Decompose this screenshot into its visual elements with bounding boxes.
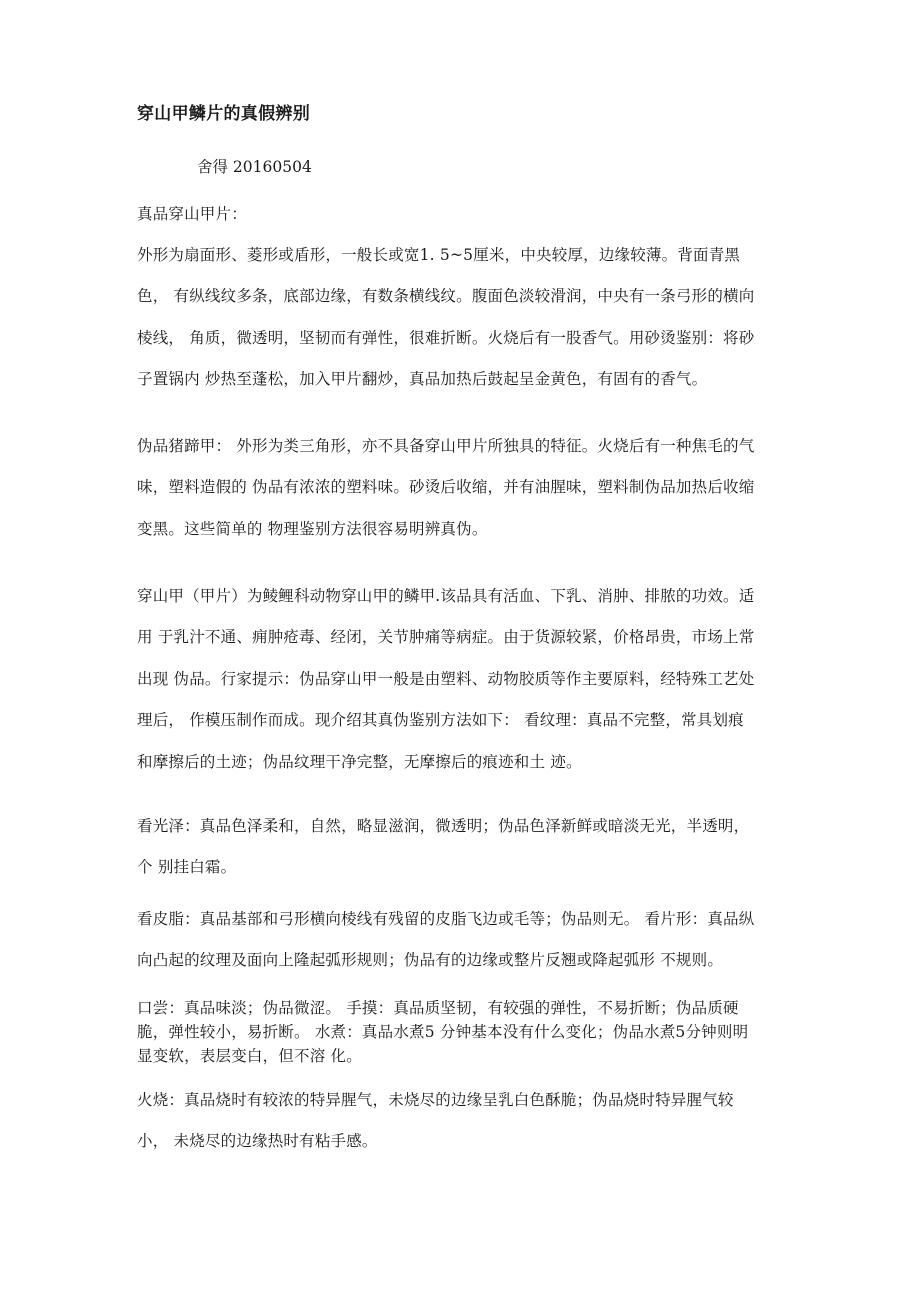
paragraph-taste-touch-boil: [137, 996, 797, 1068]
paragraph-genuine-description: [137, 235, 797, 401]
paragraph-burn: [137, 1080, 797, 1163]
text-line: 理后， 作模压制作而成。现介绍其真伪鉴别方法如下： 看纹理：真品不完整，常具划痕: [137, 711, 744, 730]
paragraph-luster: [137, 806, 797, 889]
text-line: 穿山甲（甲片）为鲮鲤科动物穿山甲的鳞甲.该品具有活血、下乳、消肿、排脓的功效。适: [137, 587, 755, 605]
text-line: 看光泽：真品色泽柔和，自然，略显滋润，微透明；伪品色泽新鲜或暗淡无光，半透明，: [137, 817, 750, 835]
text-line: 个 别挂白霜。: [137, 858, 237, 877]
text-line: 子置锅内 炒热至蓬松，加入甲片翻炒，真品加热后鼓起呈金黄色，有固有的香气。: [137, 370, 708, 389]
text-line: 用 于乳汁不通、痈肿疮毒、经闭，关节肿痛等病症。由于货源较紧，价格昂贵，市场上常: [137, 628, 755, 647]
text-line: 火烧：真品烧时有较浓的特异腥气，未烧尽的边缘呈乳白色酥脆；伪品烧时特异腥气较: [137, 1091, 734, 1109]
author-date-line: 舍得 20160504: [197, 158, 312, 176]
paragraph-sebum-shape: [137, 899, 797, 980]
document-title: 穿山甲鳞片的真假辨别: [137, 104, 310, 124]
text-line: 出现 伪品。行家提示：伪品穿山甲一般是由塑料、动物胶质等作主要原料，经特殊工艺处: [137, 669, 755, 688]
text-line: 口尝：真品味淡；伪品微涩。 手摸：真品质坚韧，有较强的弹性，不易折断；伪品质硬: [137, 999, 739, 1017]
text-line: 看皮脂：真品基部和弓形横向棱线有残留的皮脂飞边或毛等；伪品则无。 看片形：真品纵: [137, 910, 755, 928]
text-line: 小， 未烧尽的边缘热时有粘手感。: [137, 1132, 378, 1151]
text-line: 脆，弹性较小，易折断。 水煮：真品水煮5 分钟基本没有什么变化；伪品水煮5分钟则明: [137, 1023, 749, 1041]
text-line: 变黑。这些简单的 物理鉴别方法很容易明辨真伪。: [137, 519, 488, 538]
text-line: 味，塑料造假的 伪品有浓浓的塑料味。砂烫后收缩，并有油腥味，塑料制伪品加热后收缩: [137, 478, 755, 497]
section-heading-genuine: 真品穿山甲片：: [137, 205, 247, 223]
paragraph-fake-pig-hoof: [137, 426, 797, 550]
text-line: 显变软，表层变白，但不溶 化。: [137, 1047, 362, 1065]
paragraph-introduction: [137, 576, 797, 783]
text-line: 伪品猪蹄甲： 外形为类三角形，亦不具备穿山甲片所独具的特征。火烧后有一种焦毛的气: [137, 437, 755, 455]
text-line: 棱线， 角质，微透明，坚韧而有弹性，很难折断。火烧后有一股香气。用砂烫鉴别：将砂: [137, 328, 755, 347]
text-line: 外形为扇面形、菱形或盾形，一般长或宽1. 5~5厘米，中央较厚，边缘较薄。背面青黑: [137, 246, 741, 264]
text-line: 向凸起的纹理及面向上隆起弧形规则；伪品有的边缘或整片反翘或降起弧形 不规则。: [137, 950, 724, 969]
text-line: 和摩擦后的土迹；伪品纹理干净完整，无摩擦后的痕迹和土 迹。: [137, 752, 582, 771]
text-line: 色， 有纵线纹多条，底部边缘，有数条横线纹。腹面色淡较滑润，中央有一条弓形的横向: [137, 287, 755, 306]
